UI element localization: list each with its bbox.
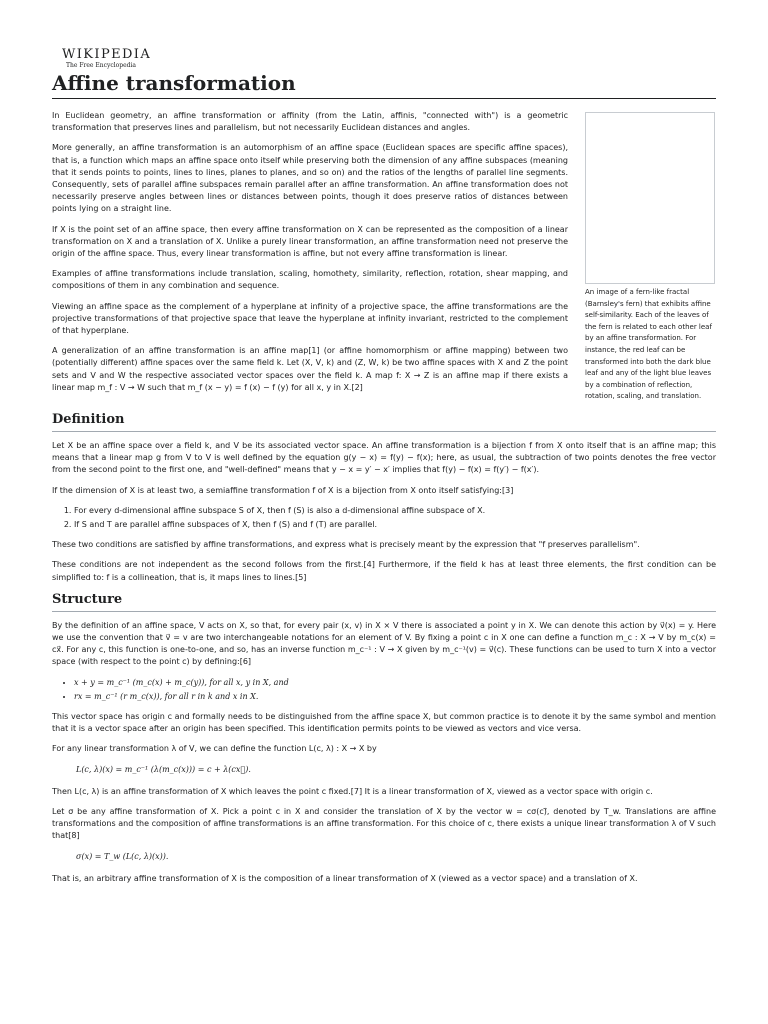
list-item: 2. If S and T are parallel affine subspaces of X, then f (S) and f (T) are parallel. xyxy=(74,519,716,531)
definition-paragraph: These two conditions are satisfied by affine transformations, and express what is precisely meant by the expression that "f preserves parallelism". xyxy=(52,540,640,550)
intro-paragraph: Viewing an affine space as the complement of a hyperplane at infinity of a projective space, the affine transformations are the projective transformations of that projective space that leave the hyperplane at infinity invariant, restricted to the complement of that hyperplane. xyxy=(52,301,568,336)
barnsley-fern-graphic xyxy=(586,113,714,283)
list-item: 1. For every d-dimensional affine subspace S of X, then f (S) is also a d-dimensional affine subspace of X. xyxy=(74,505,716,517)
logo-wordmark: WIKIPEDIA xyxy=(62,47,152,62)
structure-paragraph: By the definition of an affine space, V acts on X, so that, for every pair (x, v) in X × V there is associated a point y in X. We can denote this action by v⃗(x) = y. Here we use the convention that v⃗ = v are two interchangeable notations for an element of V. By fixing a point c in X one can define a function m_c : X → V by m_c(x) = cx⃗. For any c, this function is one-to-one, and so, has an inverse function m_c⁻¹ : V → X given by m_c⁻¹(v) = v⃗(c). These functions can be used to turn X into a vector space (with respect to the point c) by defining:[6] xyxy=(52,620,716,667)
structure-paragraph: Let σ be any affine transformation of X. Pick a point c in X and consider the translation of X by the vector w = cσ(c)⃗, denoted by T_w. Translations are affine transformations and the composition of affine transformations is an affine transformation. For this choice of c, there exists a unique linear transformation λ of V such that[8] xyxy=(52,807,716,841)
intro-paragraph: More generally, an affine transformation is an automorphism of an affine space (Euclidean spaces are specific affine spaces), that is, a function which maps an affine space onto itself while preserving both the dimension of any affine subspaces (meaning that it sends points to points, lines to lines, planes to planes, and so on) and the ratios of the lengths of parallel line segments. Consequently, sets of parallel affine subspaces remain parallel after an affine transformation. An affine transformation does not necessarily preserve angles between lines or distances between points, though it does preserve ratios of distances between points lying on a straight line. xyxy=(52,143,568,214)
fern-image[interactable] xyxy=(585,112,715,284)
structure-paragraph: For any linear transformation λ of V, we can define the function L(c, λ) : X → X by xyxy=(52,744,377,754)
semiaffine-conditions-list xyxy=(52,505,716,531)
infobox xyxy=(585,112,715,403)
definition-paragraph: These conditions are not independent as the second follows from the first.[4] Furthermore, if the field k has at least three elements, the first condition can be simplified to: f is a collineation, that is, it maps lines to lines.[5] xyxy=(52,560,716,582)
section-heading-definition: Definition xyxy=(52,412,716,432)
intro-paragraph: In Euclidean geometry, an affine transformation or affinity (from the Latin, affinis, "connected with") is a geometric transformation that preserves lines and parallelism, but not necessarily Euclidean distances and angles. xyxy=(52,111,568,133)
intro-section xyxy=(52,110,568,402)
intro-paragraph: Examples of affine transformations include translation, scaling, homothety, similarity, reflection, rotation, shear mapping, and compositions of them in any combination and sequence. xyxy=(52,269,568,291)
structure-paragraph: Then L(c, λ) is an affine transformation of X which leaves the point c fixed.[7] It is a linear transformation of X, viewed as a vector space with origin c. xyxy=(52,786,653,796)
list-item: • rx = m_c⁻¹ (r m_c(x)), for all r in k and x in X. xyxy=(74,691,716,703)
logo-tagline: The Free Encyclopedia xyxy=(66,62,136,69)
structure-paragraph: This vector space has origin c and formally needs to be distinguished from the affine space X, but common practice is to denote it by the same symbol and mention that it is a vector space after an origin has been specified. This identification permits points to be viewed as vectors and vice versa. xyxy=(52,712,716,734)
vector-space-operations-list xyxy=(52,677,716,703)
section-heading-structure: Structure xyxy=(52,592,716,612)
body-sections xyxy=(52,406,716,893)
intro-paragraph: A generalization of an affine transformation is an affine map[1] (or affine homomorphism or affine mapping) between two (potentially different) affine spaces over the same field k. Let (X, V, k) and (Z, W, k) be two affine spaces with X and Z the point sets and V and W the respective associated vector spaces over the field k. A map f: X → Z is an affine map if there exists a linear map m_f : V → W such that m_f (x − y) = f (x) − f (y) for all x, y in X.[2] xyxy=(52,346,568,392)
intro-paragraph: If X is the point set of an affine space, then every affine transformation on X can be represented as the composition of a linear transformation on X and a translation of X. Unlike a purely linear transformation, an affine transformation need not preserve the origin of the affine space. Thus, every linear transformation is affine, but not every affine transformation is linear. xyxy=(52,224,568,259)
definition-paragraph: If the dimension of X is at least two, a semiaffine transformation f of X is a bijection from X onto itself satisfying:[3] xyxy=(52,485,514,495)
wikipedia-logo[interactable] xyxy=(62,48,151,70)
page-title: Affine transformation xyxy=(52,70,716,99)
image-caption: An image of a fern-like fractal (Barnsley's fern) that exhibits affine self-similarity. Each of the leaves of the fern is related to each other leaf by an affine transformation. For instance, the red leaf can be transformed into both the dark blue leaf and any of the light blue leaves by a combination of reflection, rotation, scaling, and translation. xyxy=(585,288,712,401)
display-equation: L(c, λ)(x) = m_c⁻¹ (λ(m_c(x))) = c + λ(cx⃗). xyxy=(76,764,251,774)
list-item: • x + y = m_c⁻¹ (m_c(x) + m_c(y)), for all x, y in X, and xyxy=(74,677,716,689)
definition-paragraph: Let X be an affine space over a field k, and V be its associated vector space. An affine transformation is a bijection f from X onto itself that is an affine map; this means that a linear map g from V to V is well defined by the equation g(y − x) = f(y) − f(x); here, as usual, the subtraction of two points denotes the free vector from the second point to the first one, and "well-defined" means that y − x = y′ − x′ implies that f(y) − f(x) = f(y′) − f(x′). xyxy=(52,441,716,475)
display-equation: σ(x) = T_w (L(c, λ)(x)). xyxy=(76,851,169,861)
structure-paragraph: That is, an arbitrary affine transformation of X is the composition of a linear transformation of X (viewed as a vector space) and a translation of X. xyxy=(52,873,638,883)
